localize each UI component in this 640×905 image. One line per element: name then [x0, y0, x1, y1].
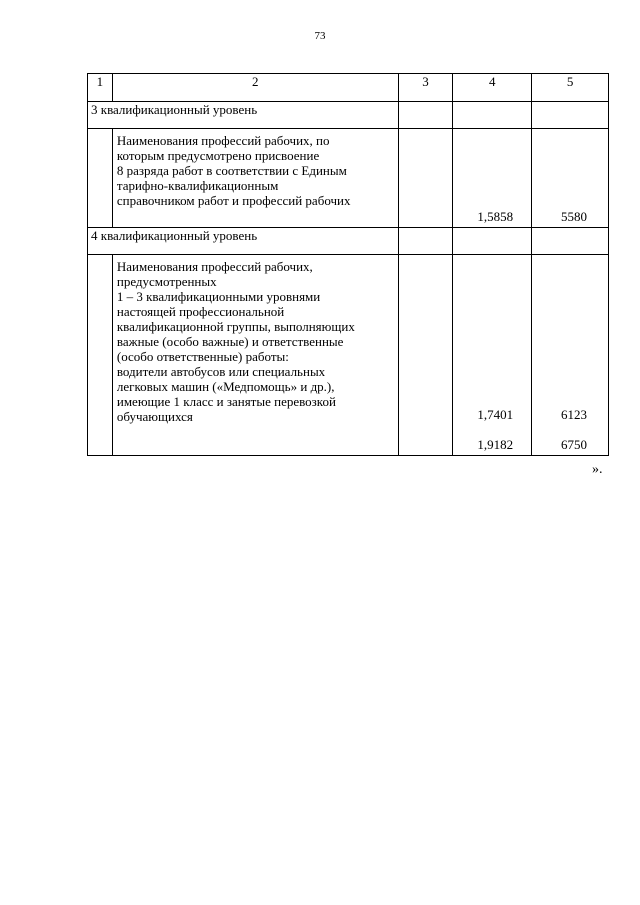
- level4-salary-1: 6123: [561, 407, 587, 422]
- level4-coefficient-2: 1,9182: [477, 437, 514, 452]
- header-cell-1: 1: [88, 74, 113, 102]
- level4-heading-row: [88, 228, 609, 255]
- level3-coefficient: 1,5858: [453, 129, 532, 228]
- level4-label: 4 квалификационный уровень: [88, 228, 399, 255]
- header-cell-5: 5: [532, 74, 609, 102]
- header-cell-4: 4: [453, 74, 532, 102]
- level4-coefficients: [453, 255, 532, 456]
- level4-description: Наименования профессий рабочих, предусмотренных 1 – 3 квалификационными уровнями настоящей профессиональной квалификационной группы, выполняющих важные (особо важные) и ответственные (особо ответственные) работы: водители автобусов или специальных легковых машин («Медпомощь» и др.), имеющие 1 класс и занятые перевозкой обучающихся: [112, 255, 398, 456]
- level3-content-row: [88, 129, 609, 228]
- level4-empty-4: [453, 228, 532, 255]
- header-cell-3: 3: [398, 74, 453, 102]
- level4-empty-3: [398, 228, 453, 255]
- level4-salaries: [532, 255, 609, 456]
- level3-heading-row: [88, 102, 609, 129]
- level4-salary-2: 6750: [561, 437, 587, 452]
- level4-coefficient-1: 1,7401: [477, 407, 514, 422]
- level3-empty-4: [453, 102, 532, 129]
- level3-salary: 5580: [532, 129, 609, 228]
- spacer: [532, 422, 587, 437]
- table-header-row: [88, 74, 609, 102]
- level3-empty-1: [88, 129, 113, 228]
- header-cell-2: 2: [112, 74, 398, 102]
- level4-content-row: [88, 255, 609, 456]
- level4-col3: [398, 255, 453, 456]
- level4-empty-1: [88, 255, 113, 456]
- level3-empty-3: [398, 102, 453, 129]
- level4-empty-5: [532, 228, 609, 255]
- level3-col3: [398, 129, 453, 228]
- closing-quote-mark: ».: [592, 462, 603, 477]
- level3-label: 3 квалификационный уровень: [88, 102, 399, 129]
- page-number: 73: [314, 30, 326, 42]
- spacer: [453, 422, 513, 437]
- level3-empty-5: [532, 102, 609, 129]
- level3-description: Наименования профессий рабочих, по которым предусмотрено присвоение 8 разряда работ в соответствии с Единым тарифно-квалификационным справочником работ и профессий рабочих: [112, 129, 398, 228]
- salary-table: [87, 73, 609, 456]
